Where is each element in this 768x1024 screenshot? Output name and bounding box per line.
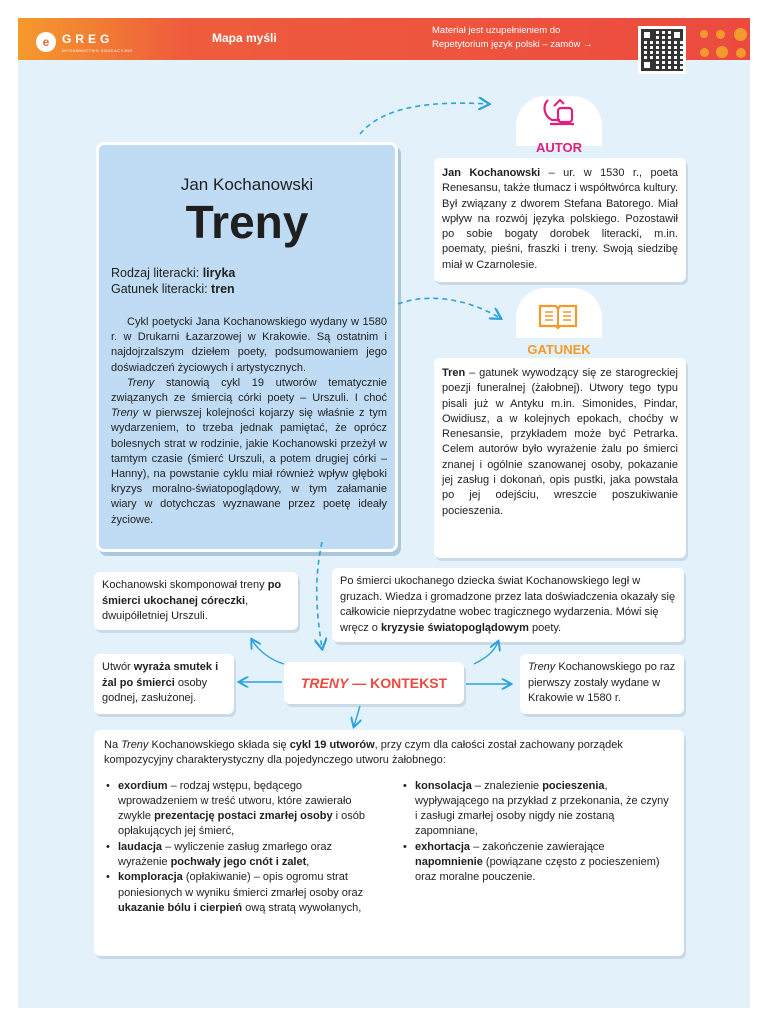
main-card: [96, 142, 398, 552]
list-item-komploracja: • komploracja (opłakiwanie) – opis ogromu strat poniesionych w wyniku śmierci zmarłej osoby oraz ukazanie bólu i cierpień ową stratą wywołanych,: [104, 870, 377, 916]
gatunek-text: – gatunek wywodzący się ze starogreckiej poezji funeralnej (żałobnej). Utwory tego typu pisali już w Antyku m.in. Simonides, Pindar, Owidiusz, a w kolejnych epokach, choćby w Renesansie, przykładem może być Petrarka. Celem autorów było wyrażenie żalu po śmierci znanej i ogólnie szanowanej osoby, pokazanie jej zasług i dokonań, opis pustki, jaka powstała po jej odejściu, wreszcie poszukiwanie pocieszenia.: [442, 367, 678, 517]
box-swiat: Po śmierci ukochanego dziecka świat Kochanowskiego legł w gruzach. Wiedza i gromadzone przez lata doświadczenia okazały się całkowicie nieprzydatne wobec tragicznego wydarzenia. Mówi się wręcz o kryzysie światopoglądowym poety.: [332, 568, 684, 642]
logo-text: GREG: [62, 32, 114, 46]
main-meta: [111, 265, 235, 297]
qr-code-icon[interactable]: [638, 26, 686, 74]
composition-col-left: [104, 779, 377, 917]
logo-subtext: WYDAWNICTWO EDUKACYJNE: [62, 48, 133, 53]
autor-card: [434, 158, 686, 282]
arrow-right-icon: →: [583, 39, 593, 50]
gatunek-name: Tren: [442, 367, 466, 379]
header-info-line2: Repetytorium język polski – zamów →: [432, 39, 593, 50]
composition-intro: Na Treny Kochanowskiego składa się cykl 19 utworów, przy czym dla całości został zachowany porządek kompozycyjny charakterystyczny dla pojedynczego utworu żałobnego:: [104, 739, 623, 767]
gatunek-card: [434, 358, 686, 558]
header-info-line1: Materiał jest uzupełnieniem do: [432, 25, 561, 36]
list-item-eksortacja: • exhortacja – zakończenie zawierające napomnienie (powiązane często z pocieszeniem) oraz moralne pouczenie.: [401, 840, 674, 886]
composition-col-right: [401, 779, 674, 917]
box-wydane: Treny Kochanowskiego po raz pierwszy zostały wydane w Krakowie w 1580 r.: [520, 654, 684, 714]
greg-logo[interactable]: [36, 30, 133, 53]
autor-name: Jan Kochanowski: [442, 167, 541, 179]
gatunek-label: GATUNEK: [527, 342, 591, 357]
composition-card: [94, 730, 684, 956]
page: [18, 18, 750, 1008]
gatunek-literacki: Gatunek literacki: tren: [111, 282, 235, 296]
fountain-pen-icon: [538, 96, 578, 130]
header-info[interactable]: [432, 24, 612, 52]
main-body: [111, 315, 387, 528]
rodzaj-literacki: Rodzaj literacki: liryka: [111, 266, 236, 280]
autor-text: – ur. w 1530 r., poeta Renesansu, także tłumacz i współtwórca kultury. Był związany z dworem Stefana Batorego. Miał wpływ na rozwój języka polskiego. Pozostawił po sobie bogaty dorobek literacki, m.in. poematy, pieśni, fraszki i treny. Swoją siedzibę miał w Czarnolesie.: [442, 167, 678, 271]
list-item-konsolacja: • konsolacja – znalezienie pocieszenia, wypływającego na przykład z przekonania, że czyny i zasługi zmarłej osoby nigdy nie zostaną zapomniane,: [401, 779, 674, 840]
open-book-icon: [536, 300, 580, 330]
header-title: Mapa myśli: [212, 31, 277, 45]
main-paragraph-2: Treny stanowią cykl 19 utworów tematycznie związanych ze śmiercią córki poety – Urszuli. I choć Treny w pierwszej kolejności kojarzy się właśnie z tym wydarzeniem, to trzeba jednak pamiętać, że oprócz bolesnych strat w rodzinie, jakie Kochanowski przeżył w tamtym czasie (śmierć Urszuli, a potem drugiej córki – Hanny), na powstanie cyklu miał również wpływ głęboki kryzys moralno-światopoglądowy, w tym załamanie wiary w dotychczas wyznawane przez poetę ideały życiowe.: [111, 376, 387, 526]
main-title: Treny: [185, 196, 309, 248]
list-item-laudacja: • laudacja – wyliczenie zasług zmarłego oraz wyrażenie pochwały jego cnót i zalet,: [104, 840, 377, 871]
box-corka: Kochanowski skomponował treny po śmierci ukochanej córeczki, dwuipółletniej Urszuli.: [94, 572, 298, 630]
logo-mark: e: [36, 32, 56, 52]
main-author: Jan Kochanowski: [180, 175, 314, 194]
autor-label: AUTOR: [536, 140, 582, 155]
list-item-exordium: • exordium – rodzaj wstępu, będącego wprowadzeniem w treść utworu, które zawierało zwykle prezentację postaci zmarłej osoby i osób opłakujących jej śmierć,: [104, 779, 377, 840]
kontekst-center: TRENY — KONTEKST: [284, 662, 464, 704]
box-smutek: Utwór wyraża smutek i żal po śmierci osoby godnej, zasłużonej.: [94, 654, 234, 714]
main-paragraph-1: Cykl poetycki Jana Kochanowskiego wydany w 1580 r. w Drukarni Łazarzowej w Krakowie. Są ostatnim i najdojrzalszym dziełem poety, podsumowaniem jego doświadczeń życiowych i artystycznych.: [111, 316, 387, 374]
